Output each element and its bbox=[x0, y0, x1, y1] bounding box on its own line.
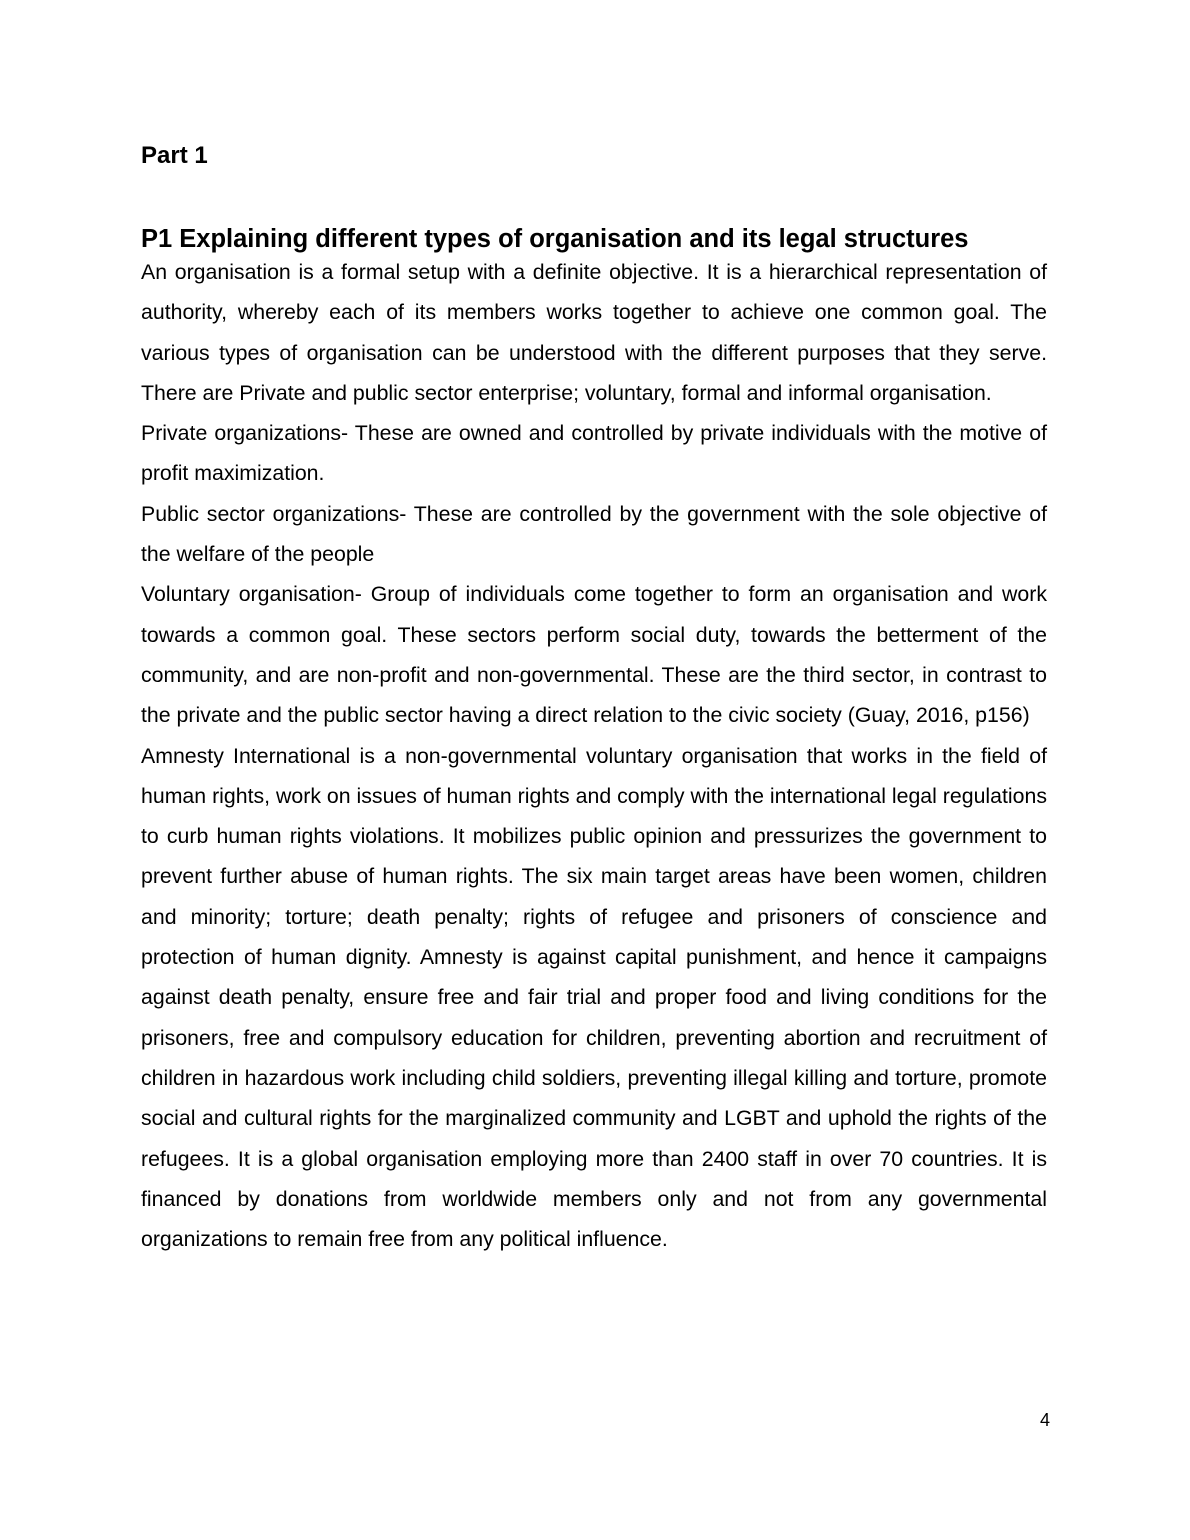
body-text bbox=[141, 252, 1047, 1259]
page-number: 4 bbox=[1039, 1410, 1050, 1430]
section-heading: P1 Explaining different types of organisation and its legal structures bbox=[141, 225, 969, 253]
paragraph-organisation-definition: An organisation is a formal setup with a definite objective. It is a hierarchical representation of authority, whereby each of its members works together to achieve one common goal. The various types of organisation can be understood with the different purposes that they serve. There are Private and public sector enterprise; voluntary, formal and informal organisation. bbox=[141, 260, 1047, 405]
paragraph-public-sector-organizations: Public sector organizations- These are controlled by the government with the sole objective of the welfare of the people bbox=[141, 501, 1047, 567]
paragraph-private-organizations: Private organizations- These are owned and controlled by private individuals with the motive of profit maximization. bbox=[141, 421, 1047, 486]
paragraph-amnesty-international: Amnesty International is a non-governmental voluntary organisation that works in the field of human rights, work on issues of human rights and comply with the international legal regulations to curb human rights violations. It mobilizes public opinion and pressurizes the government to prevent further abuse of human rights. The six main target areas have been women, children and minority; torture; death penalty; rights of refugee and prisoners of conscience and protection of human dignity. Amnesty is against capital punishment, and hence it campaigns against death penalty, ensure free and fair trial and proper food and living conditions for the prisoners, free and compulsory education for children, preventing abortion and recruitment of children in hazardous work including child soldiers, preventing illegal killing and torture, promote social and cultural rights for the marginalized community and LGBT and uphold the rights of the refugees. It is a global organisation employing more than 2400 staff in over 70 countries. It is financed by donations from worldwide members only and not from any governmental organizations to remain free from any political influence. bbox=[141, 743, 1047, 1252]
paragraph-voluntary-organisation: Voluntary organisation- Group of individuals come together to form an organisation and work towards a common goal. These sectors perform social duty, towards the betterment of the community, and are non-profit and non-governmental. These are the third sector, in contrast to the private and the public sector having a direct relation to the civic society (Guay, 2016, p156) bbox=[141, 582, 1047, 728]
part-title: Part 1 bbox=[141, 142, 208, 169]
